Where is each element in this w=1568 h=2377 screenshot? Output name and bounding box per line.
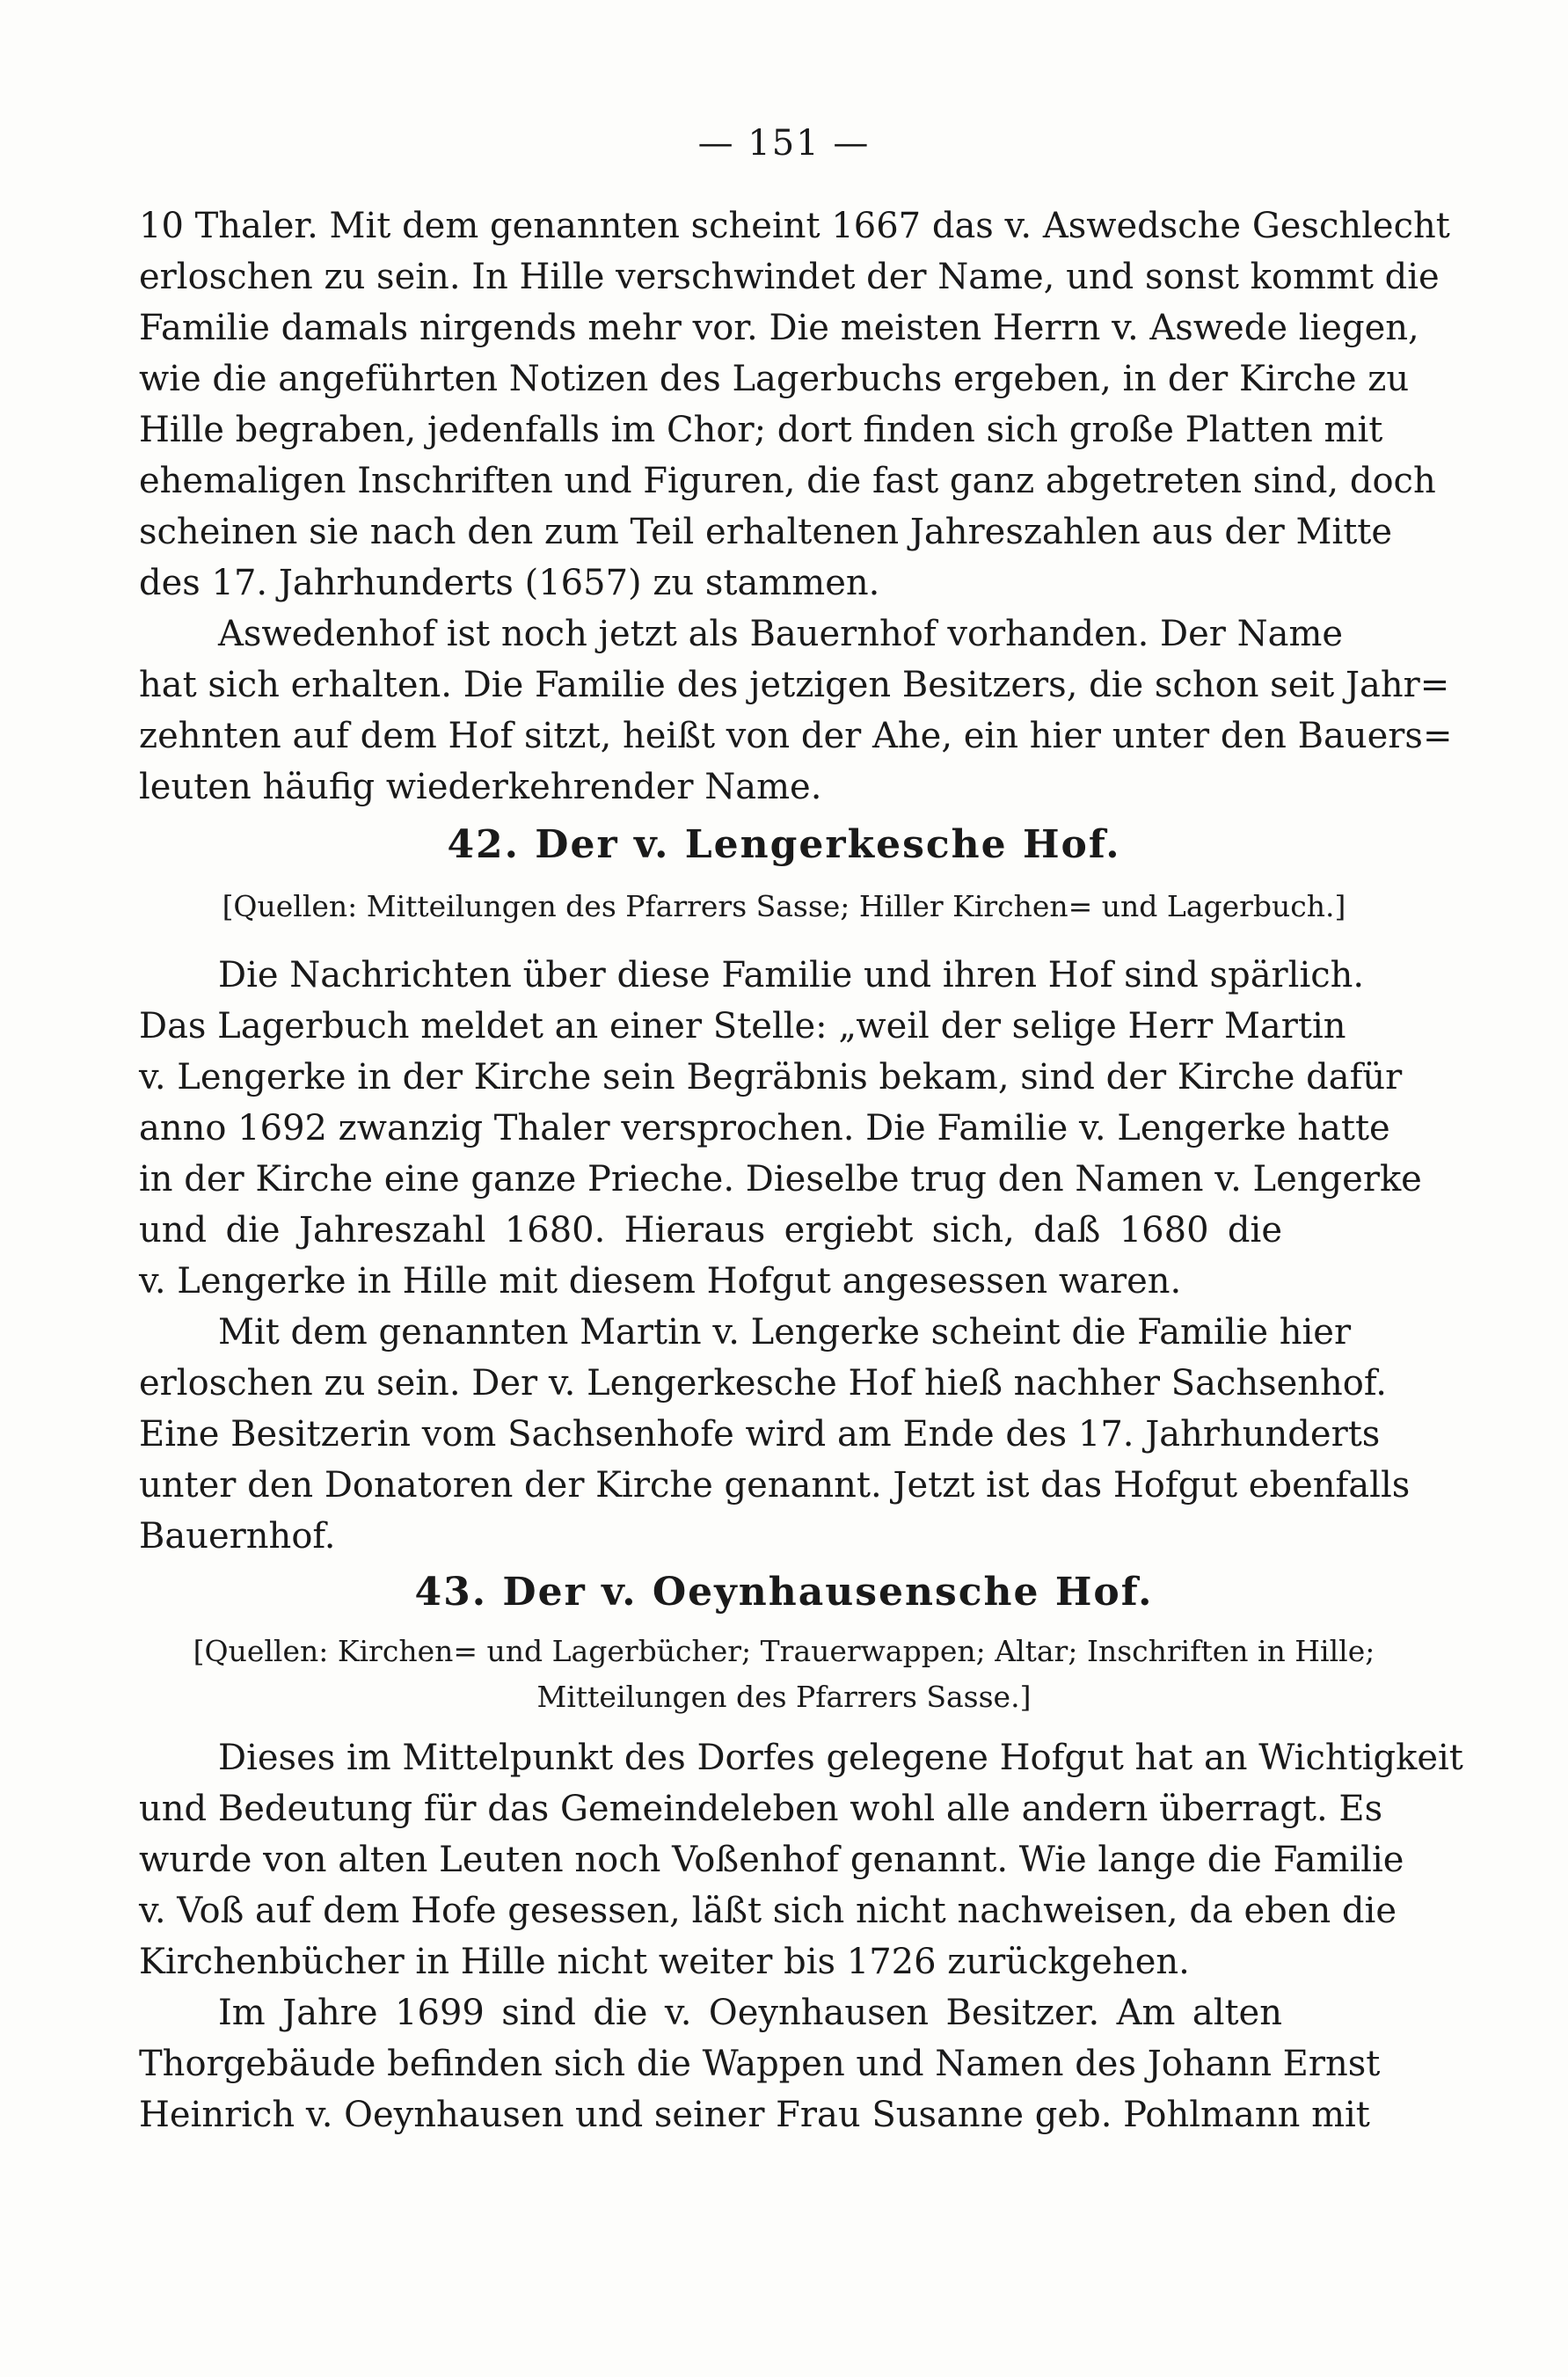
text-line: zehnten auf dem Hof sitzt, heißt von der Ahe, ein hier unter den Bauers=	[139, 716, 1453, 756]
text-line: erloschen zu sein. In Hille verschwindet der Name, und sonst kommt die	[139, 257, 1440, 297]
sources-note-42	[0, 884, 1568, 930]
text-line: scheinen sie nach den zum Teil erhaltenen Jahreszahlen aus der Mitte	[139, 512, 1393, 552]
text-line: erloschen zu sein. Der v. Lengerkesche Hof hieß nachher Sachsenhof.	[139, 1363, 1387, 1404]
sources-note-43	[0, 1629, 1568, 1720]
text-line: Familie damals nirgends mehr vor. Die meisten Herrn v. Aswede liegen,	[139, 308, 1419, 348]
text-line: Hille begraben, jedenfalls im Chor; dort finden sich große Platten mit	[139, 410, 1383, 450]
text-line: Die Nachrichten über diese Familie und ihren Hof sind spärlich.	[218, 955, 1365, 995]
text-line: unter den Donatoren der Kirche genannt. Jetzt ist das Hofgut ebenfalls	[139, 1465, 1411, 1506]
sources-line: [Quellen: Kirchen= und Lagerbücher; Trauerwappen; Altar; Inschriften in Hille;	[193, 1634, 1375, 1668]
text-line: 10 Thaler. Mit dem genannten scheint 1667 das v. Aswedsche Geschlecht	[139, 206, 1450, 246]
page-number: — 151 —	[697, 123, 871, 164]
text-line: hat sich erhalten. Die Familie des jetzigen Besitzers, die schon seit Jahr=	[139, 665, 1450, 705]
text-line: v. Lengerke in der Kirche sein Begräbnis bekam, sind der Kirche dafür	[139, 1057, 1403, 1097]
text-line: des 17. Jahrhunderts (1657) zu stammen.	[139, 563, 880, 603]
paragraph-aswede-continuation	[139, 201, 1453, 813]
text-line: Im Jahre 1699 sind die v. Oeynhausen Besitzer. Am alten	[218, 1993, 1282, 2033]
sources-line: [Quellen: Mitteilungen des Pfarrers Sasse; Hiller Kirchen= und Lagerbuch.]	[222, 889, 1346, 923]
text-line: Heinrich v. Oeynhausen und seiner Frau Susanne geb. Pohlmann mit	[139, 2095, 1370, 2135]
text-line: anno 1692 zwanzig Thaler versprochen. Die Familie v. Lengerke hatte	[139, 1108, 1390, 1148]
text-line: und die Jahreszahl 1680. Hieraus ergiebt sich, daß 1680 die	[139, 1210, 1282, 1250]
text-line: Bauernhof.	[139, 1516, 336, 1557]
text-line: Eine Besitzerin vom Sachsenhofe wird am Ende des 17. Jahrhunderts	[139, 1414, 1381, 1455]
text-line: Mit dem genannten Martin v. Lengerke scheint die Familie hier	[218, 1312, 1352, 1353]
sources-line: Mitteilungen des Pfarrers Sasse.]	[536, 1680, 1032, 1714]
text-line: Das Lagerbuch meldet an einer Stelle: „weil der selige Herr Martin	[139, 1006, 1346, 1046]
section-heading-42: 42. Der v. Lengerkesche Hof.	[447, 822, 1121, 867]
paragraph-section-43	[139, 1732, 1463, 2140]
text-line: v. Lengerke in Hille mit diesem Hofgut angesessen waren.	[139, 1261, 1182, 1302]
text-line: wie die angeführten Notizen des Lagerbuchs ergeben, in der Kirche zu	[139, 359, 1410, 399]
text-line: ehemaligen Inschriften und Figuren, die fast ganz abgetreten sind, doch	[139, 461, 1436, 501]
text-line: Aswedenhof ist noch jetzt als Bauernhof vorhanden. Der Name	[218, 614, 1344, 654]
section-heading-43: 43. Der v. Oeynhausensche Hof.	[414, 1570, 1154, 1615]
text-line: in der Kirche eine ganze Prieche. Dieselbe trug den Namen v. Lengerke	[139, 1159, 1422, 1199]
paragraph-section-42	[139, 950, 1422, 1562]
text-line: v. Voß auf dem Hofe gesessen, läßt sich nicht nachweisen, da eben die	[139, 1891, 1397, 1931]
text-line: und Bedeutung für das Gemeindeleben wohl alle andern überragt. Es	[139, 1789, 1383, 1829]
text-line: leuten häufig wiederkehrender Name.	[139, 767, 822, 807]
text-line: wurde von alten Leuten noch Voßenhof genannt. Wie lange die Familie	[139, 1840, 1404, 1880]
text-line: Thorgebäude befinden sich die Wappen und Namen des Johann Ernst	[139, 2044, 1381, 2084]
text-line: Dieses im Mittelpunkt des Dorfes gelegene Hofgut hat an Wichtigkeit	[218, 1738, 1463, 1778]
text-line: Kirchenbücher in Hille nicht weiter bis 1726 zurückgehen.	[139, 1942, 1190, 1982]
